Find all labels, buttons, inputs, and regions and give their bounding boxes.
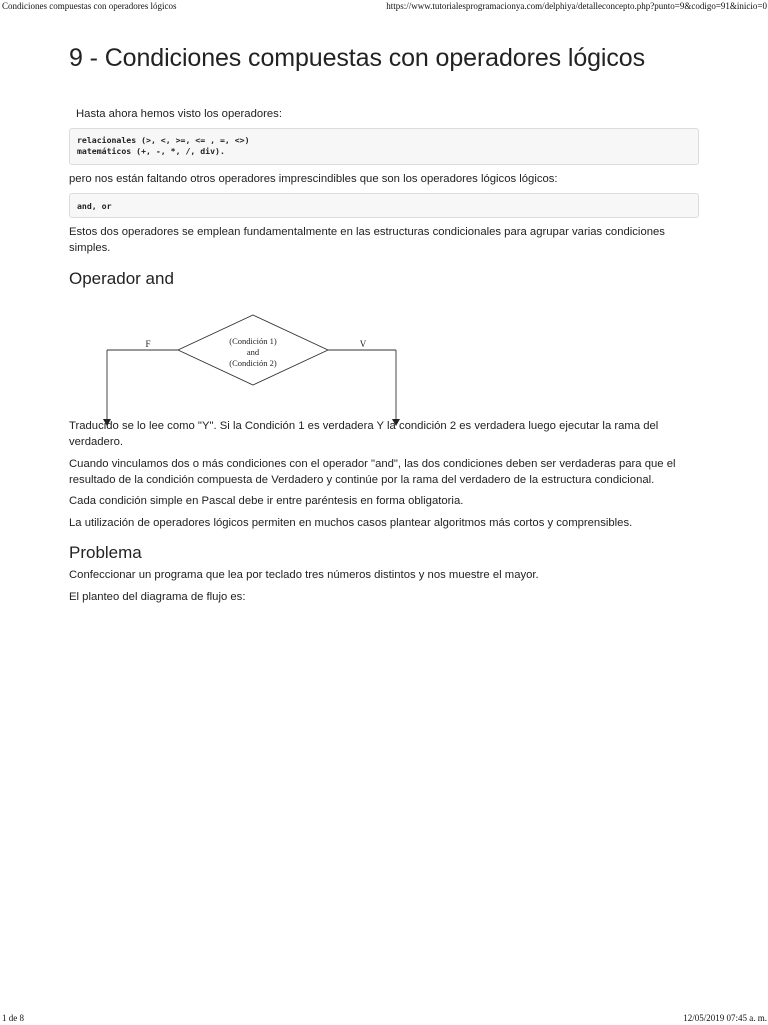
true-label: V (359, 339, 367, 349)
condition-2-label: (Condición 2) (229, 358, 277, 368)
section-heading-and: Operador and (69, 269, 174, 288)
print-datetime: 12/05/2019 07:45 a. m. (683, 1013, 767, 1023)
article (69, 42, 699, 603)
section-heading-problem: Problema (69, 543, 142, 562)
false-label: F (145, 339, 151, 349)
print-header-title: Condiciones compuestas con operadores lógicos (2, 1, 177, 11)
code-line: and, or (77, 201, 112, 211)
operators-usage-paragraph: Estos dos operadores se emplean fundamentalmente en las estructuras condicionales para agrupar varias condiciones simples. (69, 226, 665, 254)
translated-paragraph: Traducido se lo lee como "Y". Si la Condición 1 es verdadera Y la condición 2 es verdadera luego ejecutar la rama del verdadero. (69, 420, 659, 448)
and-flowchart-diagram (101, 300, 411, 432)
page-number: 1 de 8 (2, 1013, 24, 1023)
print-header-url: https://www.tutorialesprogramacionya.com/delphiya/detalleconcepto.php?punto=9&codigo=91&inicio=0 (386, 1, 767, 11)
pascal-paragraph: Cada condición simple en Pascal debe ir entre paréntesis en forma obligatoria. (69, 495, 464, 507)
and-link-paragraph: Cuando vinculamos dos o más condiciones con el operador "and", las dos condiciones deben ser verdaderas para que el resultado de la condición compuesta de Verdadero y continúe por la rama del verdadero de la estructura condicional. (69, 458, 676, 486)
missing-operators-paragraph: pero nos están faltando otros operadores imprescindibles que son los operadores lógicos lógicos: (69, 173, 558, 185)
code-block-logical (69, 193, 699, 218)
intro-paragraph: Hasta ahora hemos visto los operadores: (76, 108, 282, 120)
page-title: 9 - Condiciones compuestas con operadores lógicos (69, 44, 645, 72)
and-operator-label: and (246, 347, 260, 357)
print-header (0, 1, 768, 13)
flowchart-intro-paragraph: El planteo del diagrama de flujo es: (69, 591, 246, 603)
problem-paragraph: Confeccionar un programa que lea por teclado tres números distintos y nos muestre el mayor. (69, 569, 539, 581)
print-footer (0, 1013, 768, 1025)
usage-paragraph: La utilización de operadores lógicos permiten en muchos casos plantear algoritmos más cortos y comprensibles. (69, 517, 633, 529)
condition-1-label: (Condición 1) (229, 336, 277, 346)
code-line: relacionales (>, <, >=, <= , =, <>) (77, 135, 250, 145)
code-line: matemáticos (+, -, *, /, div). (77, 146, 225, 156)
code-block-operators (69, 128, 699, 165)
